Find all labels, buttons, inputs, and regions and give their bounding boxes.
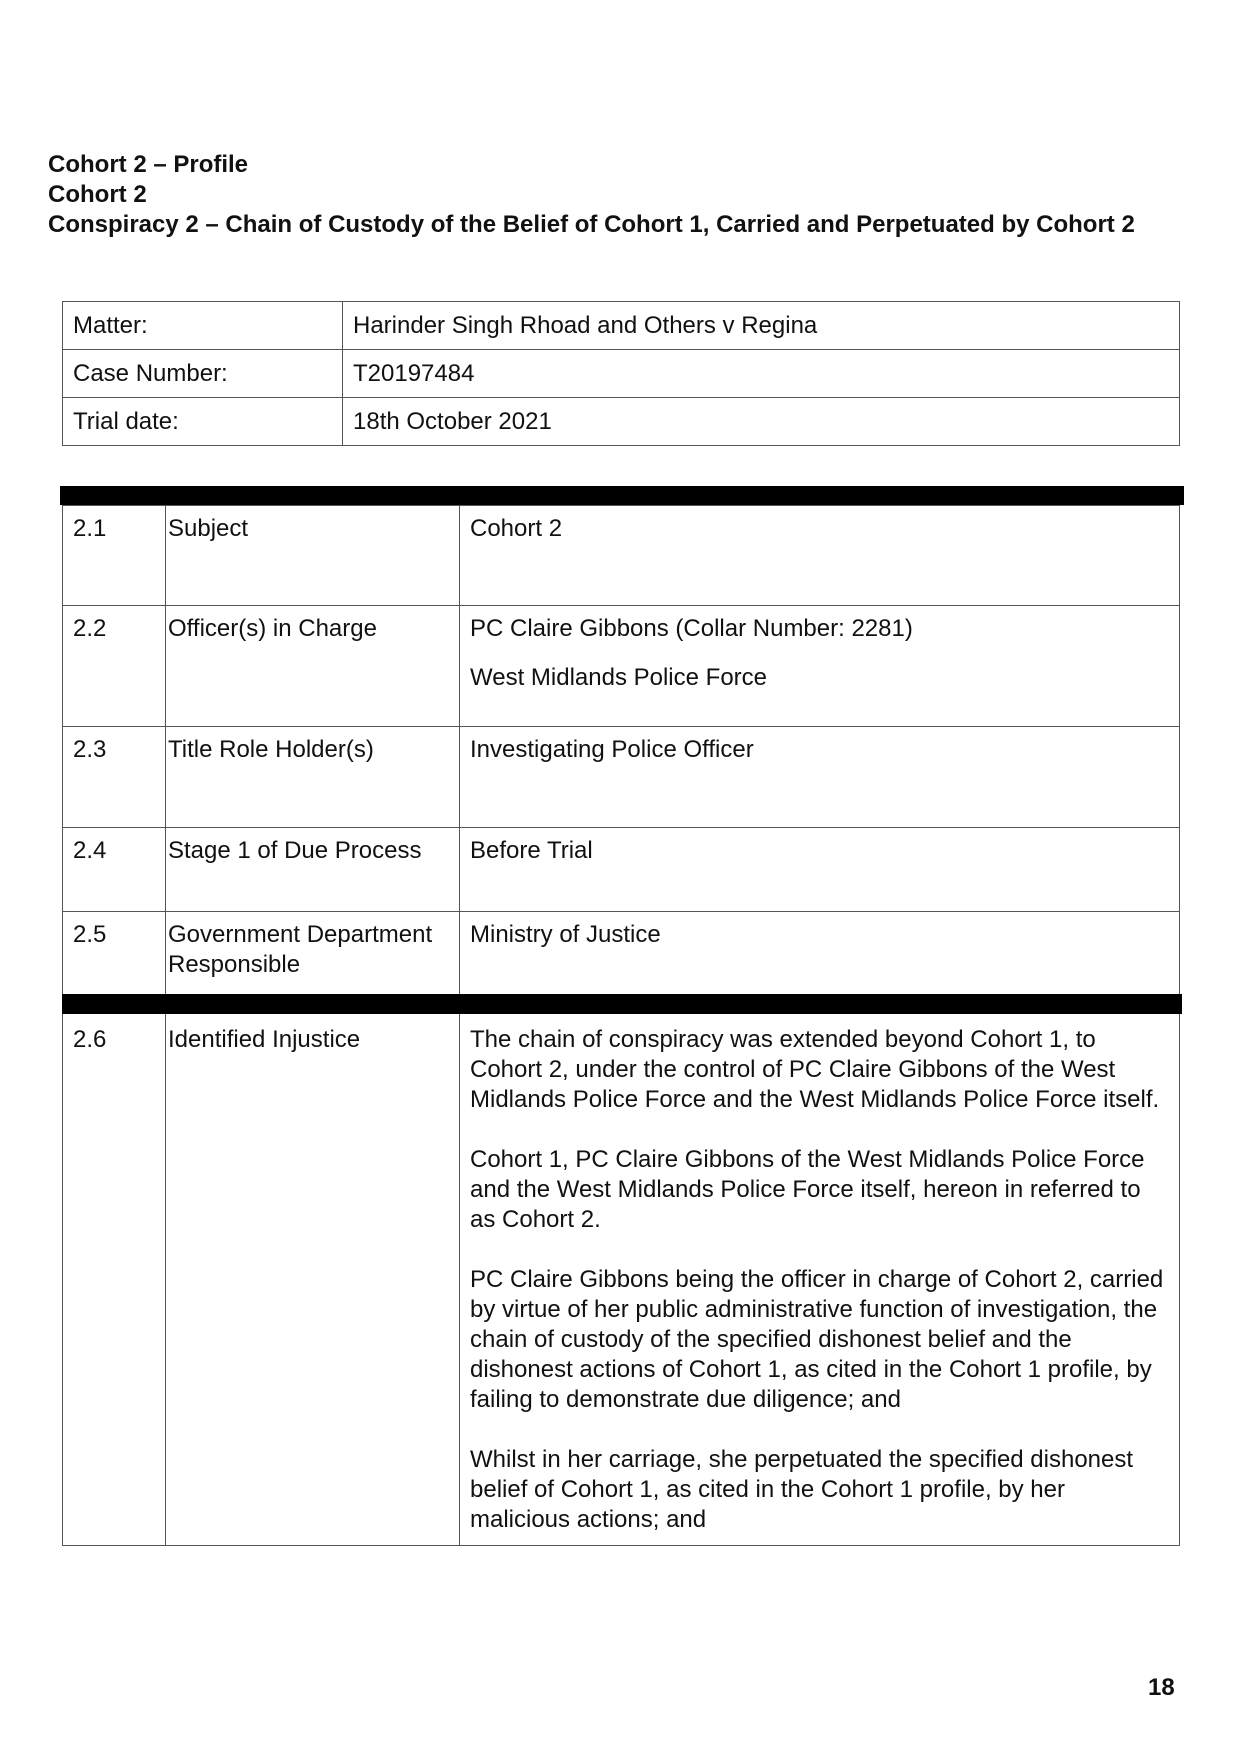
profile-row-role [63,727,1180,828]
officer-force: West Midlands Police Force [470,664,767,691]
case-info-value: T20197484 [343,350,1180,398]
injustice-table [62,1014,1180,1546]
case-info-label: Matter: [63,302,343,350]
profile-row-department [63,912,1180,995]
case-info-label: Trial date: [63,398,343,446]
row-number: 2.6 [63,1014,166,1546]
table-header-bar [60,486,1184,505]
row-label: Title Role Holder(s) [166,727,460,828]
row-number: 2.4 [63,828,166,912]
document-heading [48,150,1135,240]
row-value: Ministry of Justice [460,912,1180,995]
row-number: 2.3 [63,727,166,828]
row-number: 2.1 [63,506,166,606]
profile-row-subject [63,506,1180,606]
case-info-row-trial-date [63,398,1180,446]
case-info-table [62,301,1180,446]
row-label: Identified Injustice [166,1014,460,1546]
injustice-paragraph: The chain of conspiracy was extended beyond Cohort 1, to Cohort 2, under the control of PC Claire Gibbons of the West Midlands Police Force and the West Midlands Police Force itself. [470,1026,1160,1113]
profile-table [62,505,1180,995]
heading-line-cohort: Cohort 2 [48,181,147,208]
row-value [460,1014,1180,1546]
row-value: Investigating Police Officer [460,727,1180,828]
profile-row-officer [63,606,1180,727]
injustice-paragraph: PC Claire Gibbons being the officer in charge of Cohort 2, carried by virtue of her public administrative function of investigation, the chain of custody of the specified dishonest belief and the dishonest actions of Cohort 1, as cited in the Cohort 1 profile, by failing to demonstrate due diligence; and [470,1266,1164,1413]
row-label: Subject [166,506,460,606]
case-info-value: 18th October 2021 [343,398,1180,446]
heading-line-profile: Cohort 2 – Profile [48,151,249,178]
row-number: 2.5 [63,912,166,995]
row-label: Officer(s) in Charge [166,606,460,727]
injustice-paragraph: Cohort 1, PC Claire Gibbons of the West Midlands Police Force and the West Midlands Police Force itself, hereon in referred to as Cohort 2. [470,1146,1145,1233]
profile-row-stage [63,828,1180,912]
heading-line-conspiracy: Conspiracy 2 – Chain of Custody of the Belief of Cohort 1, Carried and Perpetuated by Cohort 2 [48,211,1135,238]
row-value [460,606,1180,727]
section-divider-bar [62,994,1182,1014]
injustice-paragraph: Whilst in her carriage, she perpetuated the specified dishonest belief of Cohort 1, as cited in the Cohort 1 profile, by her malicious actions; and [470,1446,1134,1533]
row-value: Cohort 2 [460,506,1180,606]
row-value: Before Trial [460,828,1180,912]
profile-row-injustice [63,1014,1180,1546]
row-number: 2.2 [63,606,166,727]
case-info-row-case-number [63,350,1180,398]
row-label: Stage 1 of Due Process [166,828,460,912]
officer-name: PC Claire Gibbons (Collar Number: 2281) [470,615,913,642]
page-number: 18 [1148,1674,1175,1701]
case-info-label: Case Number: [63,350,343,398]
case-info-value: Harinder Singh Rhoad and Others v Regina [343,302,1180,350]
row-label: Government Department Responsible [166,912,460,995]
case-info-row-matter [63,302,1180,350]
